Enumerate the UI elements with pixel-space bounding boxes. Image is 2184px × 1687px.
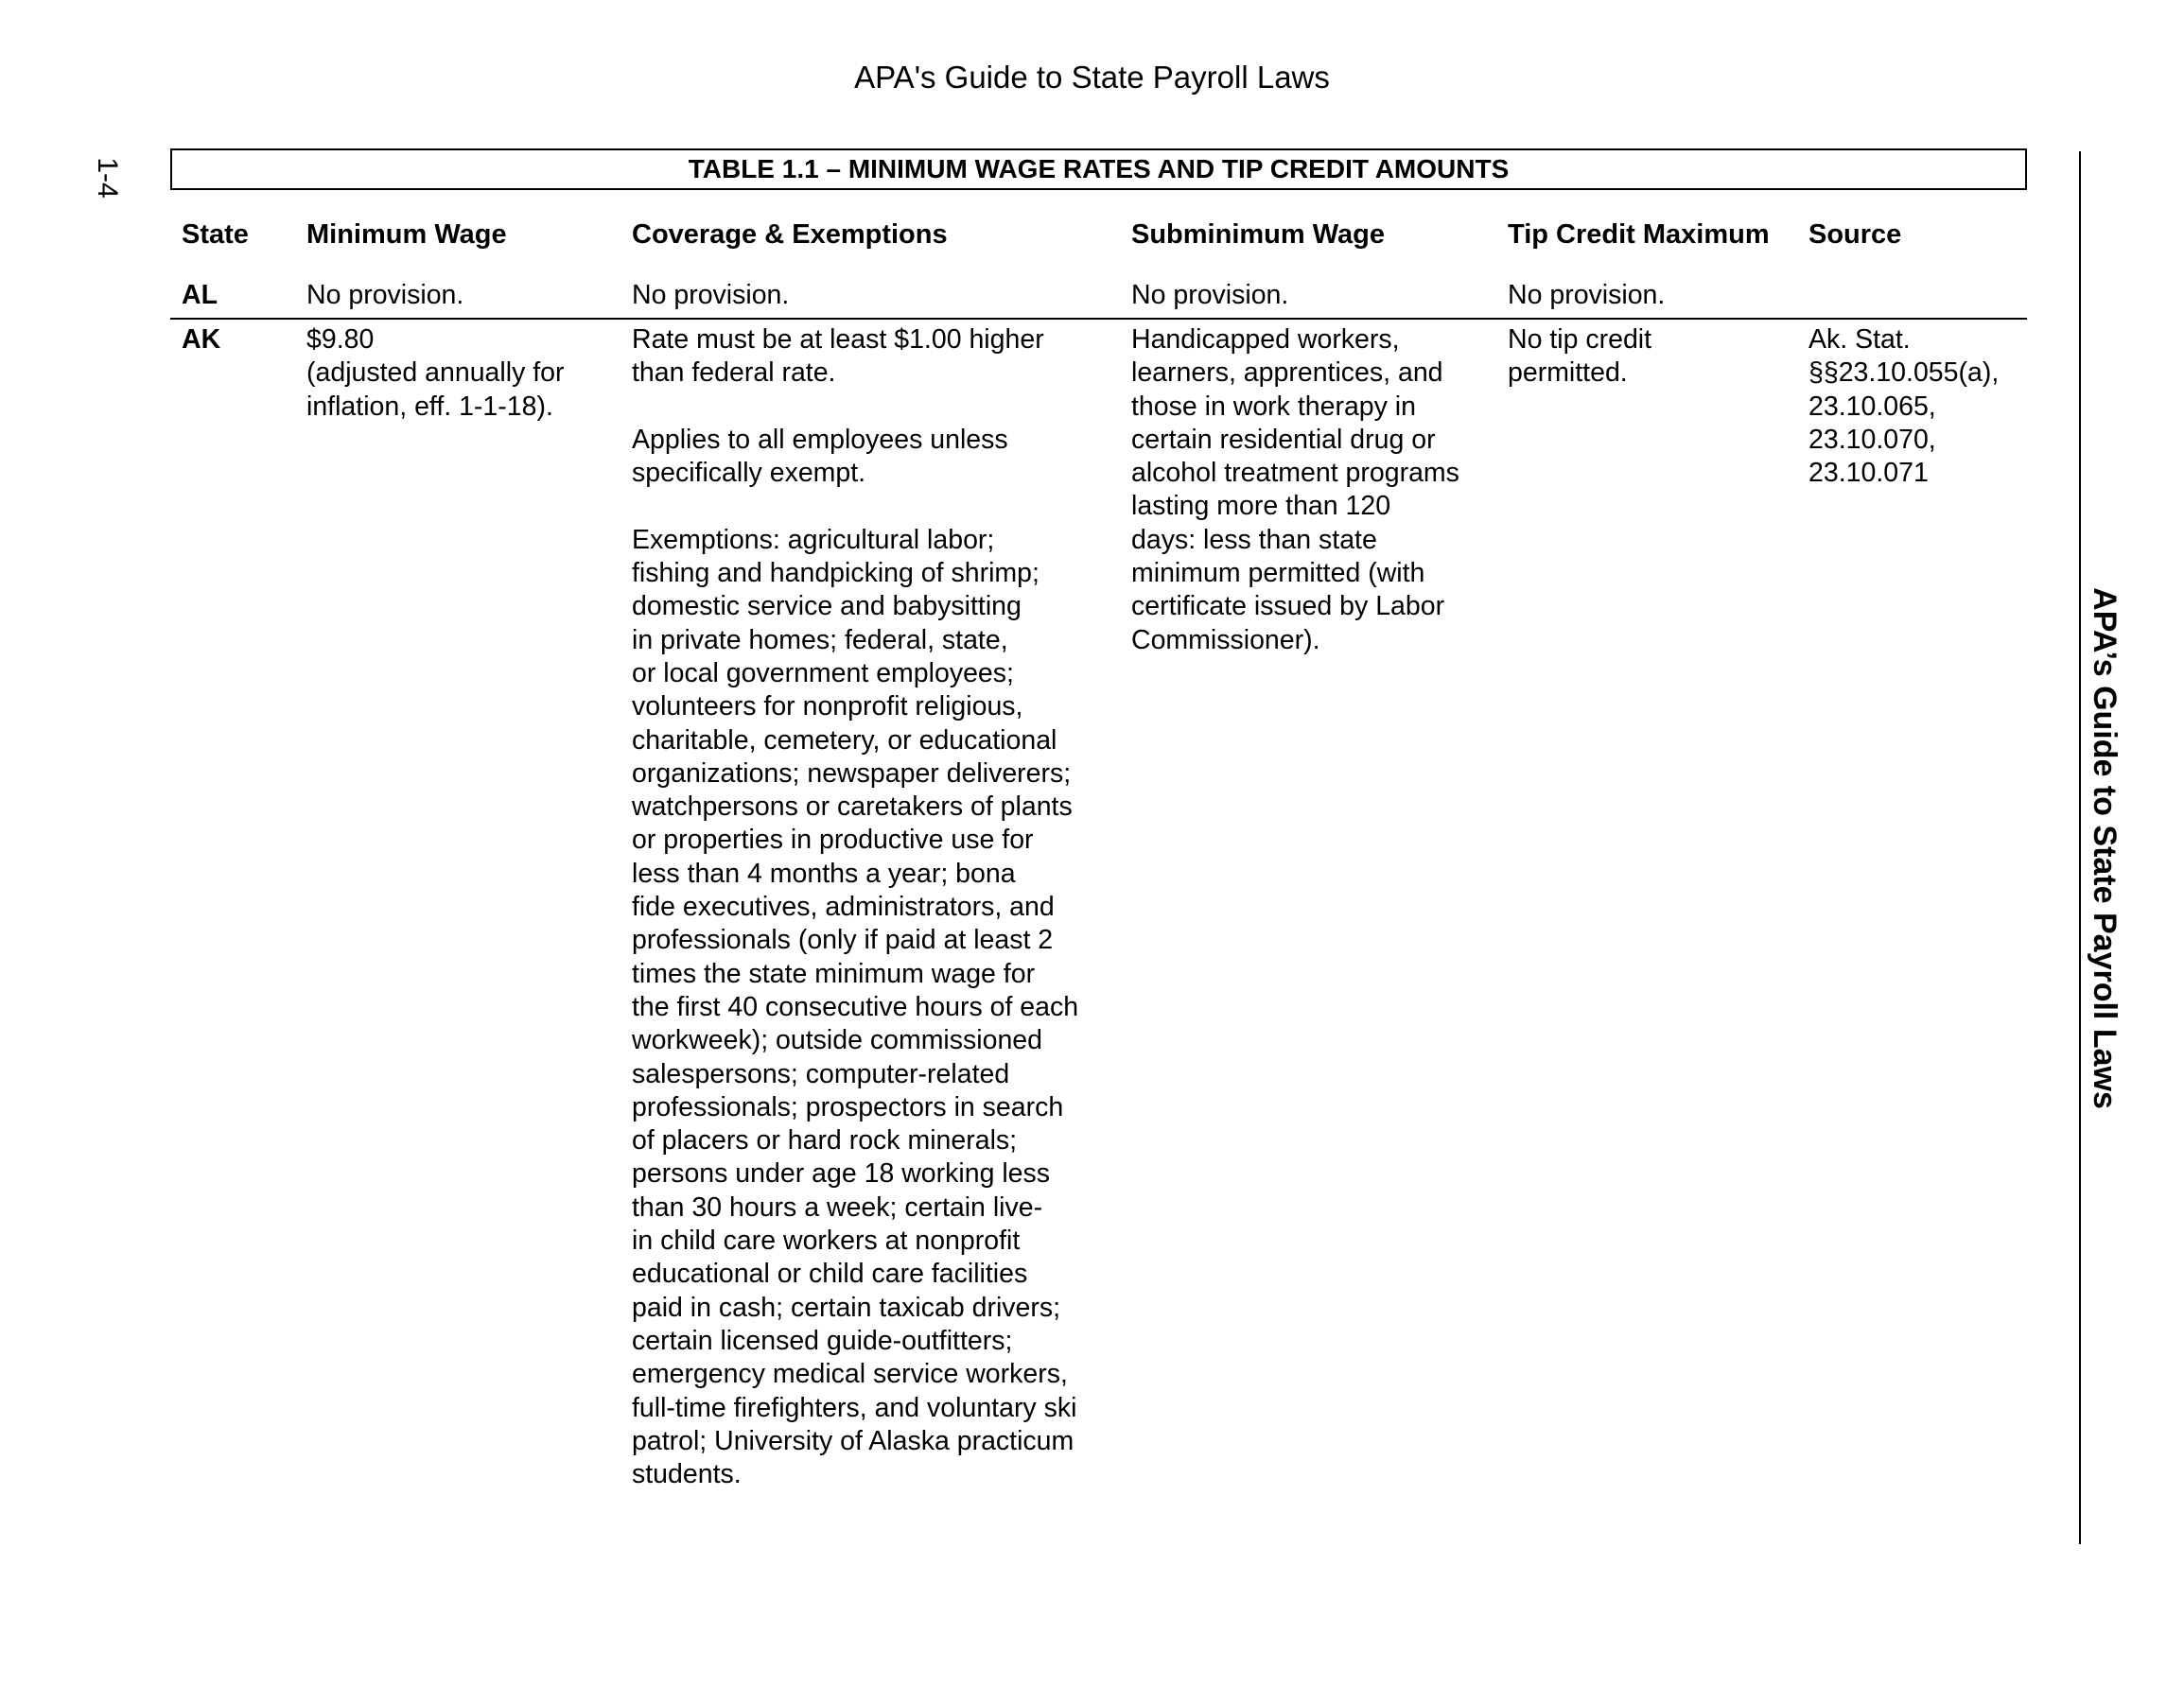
table-title: TABLE 1.1 – MINIMUM WAGE RATES AND TIP CREDIT AMOUNTS [170, 148, 2027, 190]
cell-minimum-wage: No provision. [306, 280, 464, 310]
header-subminimum-wage: Subminimum Wage [1131, 219, 1385, 250]
cell-subminimum-wage: Handicapped workers, learners, apprentices, and those in work therapy in certain residential drug or alcohol treatment programs lasting more than 120 days: less than state minimum permitted (with certificate issued by Labor Commissioner). [1131, 324, 1459, 655]
table-header-row [0, 217, 2184, 255]
row-divider [170, 318, 2027, 320]
cell-tip-credit: No provision. [1508, 280, 1666, 310]
side-title: APA’s Guide to State Payroll Laws [2087, 587, 2123, 1109]
cell-tip-credit: No tip credit permitted. [1508, 324, 1652, 389]
cell-state: AK [182, 324, 221, 355]
table-row [0, 323, 2184, 1490]
header-source: Source [1808, 219, 1902, 250]
cell-coverage: Rate must be at least $1.00 higher than federal rate. Applies to all employees unless specifically exempt. Exemptions: agricultural labor; fishing and handpicking of shrimp; domestic service and babysitting in private homes; federal, state, or local government employees; volunteers for nonprofit religious, charitable, cemetery, or educational organizations; newspaper deliverers; watchpersons or caretakers of plants or properties in productive use for less than 4 months a year; bona fide executives, administrators, and professionals (only if paid at least 2 times the state minimum wage for the first 40 consecutive hours of each workweek); outside commissioned salespersons; computer-related professionals; prospectors in search of placers or hard rock minerals; persons under age 18 working less than 30 hours a week; certain live- in child care workers at nonprofit educational or child care facilities paid in cash; certain taxicab drivers; certain licensed guide-outfitters; emergency medical service workers, full-time firefighters, and voluntary ski patrol; University of Alaska practicum students. [632, 324, 1079, 1490]
cell-state: AL [182, 280, 218, 310]
header-minimum-wage: Minimum Wage [306, 219, 507, 250]
cell-subminimum-wage: No provision. [1131, 280, 1289, 310]
header-tip-credit: Tip Credit Maximum [1508, 219, 1770, 250]
header-state: State [182, 219, 249, 250]
cell-minimum-wage: $9.80 (adjusted annually for inflation, eff. 1-1-18). [306, 324, 565, 422]
page-number: 1-4 [92, 157, 123, 199]
cell-coverage: No provision. [632, 280, 790, 310]
table-row [0, 279, 2184, 317]
header-coverage: Coverage & Exemptions [632, 219, 948, 250]
running-head: APA's Guide to State Payroll Laws [854, 60, 1330, 95]
cell-source: Ak. Stat. §§23.10.055(a), 23.10.065, 23.10.070, 23.10.071 [1808, 324, 2000, 489]
